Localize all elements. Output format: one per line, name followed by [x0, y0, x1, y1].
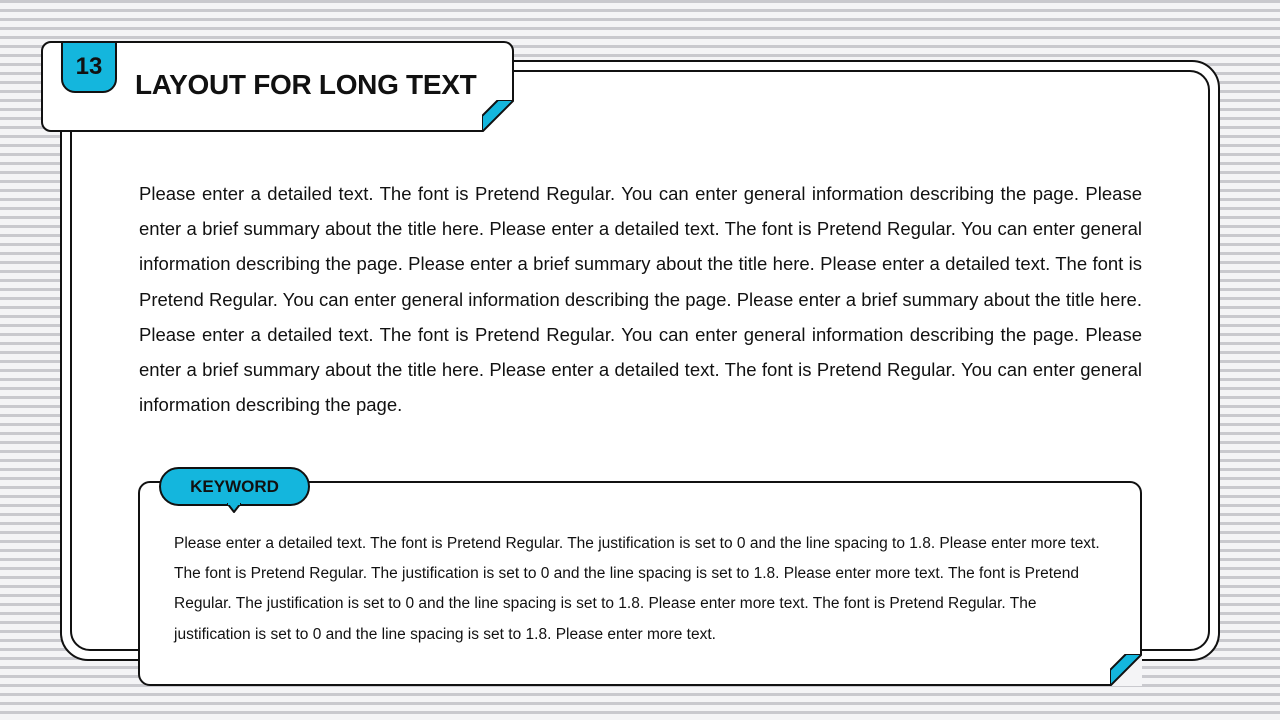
label-pointer-icon — [227, 503, 241, 513]
slide-number-badge: 13 — [61, 41, 117, 93]
title-tab — [41, 41, 514, 132]
keyword-box — [138, 481, 1142, 686]
keyword-text: Please enter a detailed text. The font is Pretend Regular. The justification is set to 0 and the line spacing to 1.8. Please enter more text. The font is Pretend Regular. The justification is set to 0 and the line spacing is set to 1.8. Please enter more text. The font is Pretend Regular. The justification is set to 0 and the line spacing is set to 1.8. Please enter more text. The font is Pretend Regular. The justification is set to 0 and the line spacing is set to 1.8. Please enter more text. — [174, 535, 1100, 643]
folded-corner-icon — [1110, 654, 1142, 686]
folded-corner-icon — [482, 100, 514, 132]
page-title: LAYOUT FOR LONG TEXT — [135, 69, 477, 100]
keyword-label: KEYWORD — [159, 467, 310, 506]
body-text: Please enter a detailed text. The font is Pretend Regular. You can enter general information describing the page. Please enter a brief summary about the title here. Please enter a detailed text. The font is Pretend Regular. You can enter general information describing the page. Please enter a brief summary about the title here. Please enter a detailed text. The font is Pretend Regular. You can enter general information describing the page. Please enter a brief summary about the title here. Please enter a detailed text. The font is Pretend Regular. You can enter general information describing the page. Please enter a brief summary about the title here. Please enter a detailed text. The font is Pretend Regular. You can enter general information describing the page. — [139, 183, 1142, 416]
